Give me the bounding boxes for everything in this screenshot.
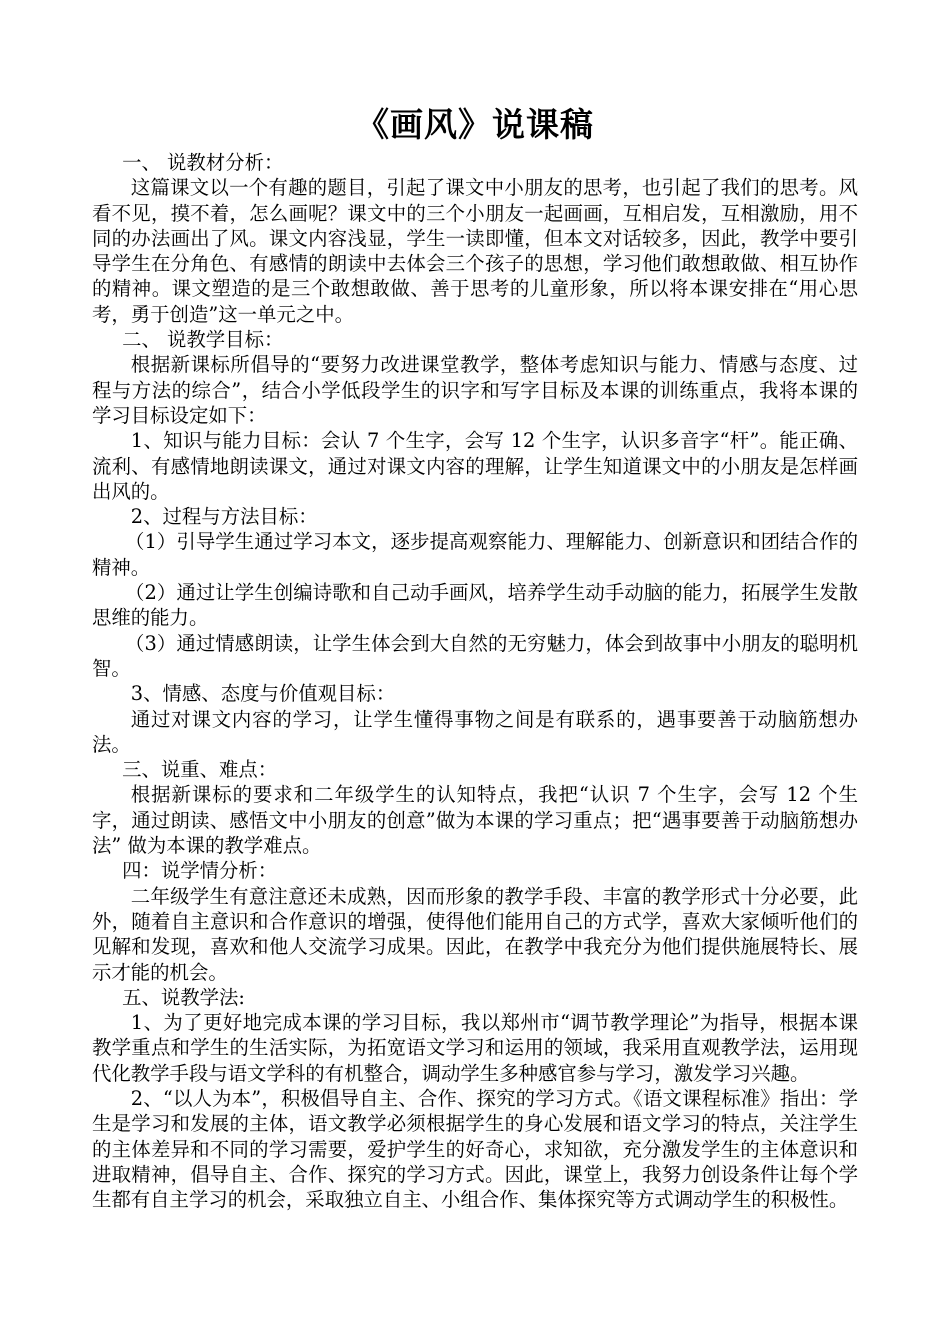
paragraph: 根据新课标所倡导的“要努力改进课堂教学，整体考虑知识与能力、情感与态度、过程与方法的综合”，结合小学低段学生的识字和写字目标及本课的训练重点，我将本课的学习目标设定如下： xyxy=(92,353,858,427)
paragraph: 通过对课文内容的学习，让学生懂得事物之间是有联系的，遇事要善于动脑筋想办法。 xyxy=(92,707,858,756)
paragraph: 3、情感、态度与价值观目标： xyxy=(130,682,396,706)
paragraph: 2、过程与方法目标： xyxy=(130,505,318,529)
paragraph: 1、为了更好地完成本课的学习目标，我以郑州市“调节教学理论”为指导，根据本课教学重点和学生的生活实际，为拓宽语文学习和运用的领域，我采用直观教学法，运用现代化教学手段与语文学科的有机整合，调动学生多种感官参与学习，激发学习兴趣。 xyxy=(92,1011,858,1085)
paragraph: 四：说学情分析： xyxy=(122,859,278,883)
paragraph: 2、“以人为本”，积极倡导自主、合作、探究的学习方式。《语文课程标准》指出：学生是学习和发展的主体，语文教学必须根据学生的身心发展和语文学习的特点，关注学生的主体差异和不同的学习需要，爱护学生的好奇心，求知欲，充分激发学生的主体意识和进取精神，倡导自主、合作、探究的学习方式。因此，课堂上，我努力创设条件让每个学生都有自主学习的机会，采取独立自主、小组合作、集体探究等方式调动学生的积极性。 xyxy=(92,1086,858,1212)
paragraph: 三、说重、难点： xyxy=(122,758,278,782)
document-page xyxy=(92,100,858,1212)
paragraph: 这篇课文以一个有趣的题目，引起了课文中小朋友的思考，也引起了我们的思考。风看不见，摸不着，怎么画呢？课文中的三个小朋友一起画画，互相启发，互相激励，用不同的办法画出了风。课文内容浅显，学生一读即懂，但本文对话较多，因此，教学中要引导学生在分角色、有感情的朗读中去体会三个孩子的思想，学习他们敢想敢做、相互协作的精神。课文塑造的是三个敢想敢做、善于思考的儿童形象，所以将本课安排在“用心思考，勇于创造”这一单元之中。 xyxy=(92,176,858,326)
paragraph: （2）通过让学生创编诗歌和自己动手画风，培养学生动手动脑的能力，拓展学生发散思维的能力。 xyxy=(92,581,858,630)
paragraph: 一、 说教材分析： xyxy=(122,151,284,174)
document-body xyxy=(92,150,858,1212)
paragraph: 五、说教学法: xyxy=(122,985,245,1009)
paragraph: （3）通过情感朗读，让学生体会到大自然的无穷魅力，体会到故事中小朋友的聪明机智。 xyxy=(92,631,858,680)
paragraph: 二、 说教学目标： xyxy=(122,328,284,352)
paragraph: 根据新课标的要求和二年级学生的认知特点，我把“认识 7 个生字，会写 12 个生字，通过朗读、感悟文中小朋友的创意”做为本课的学习重点；把“遇事要善于动脑筋想办法” 做为本课的教学难点。 xyxy=(92,783,858,858)
document-title: 《画风》说课稿 xyxy=(356,105,594,144)
paragraph: （1）引导学生通过学习本文，逐步提高观察能力、理解能力、创新意识和团结合作的精神。 xyxy=(92,530,858,579)
paragraph: 二年级学生有意注意还未成熟，因而形象的教学手段、丰富的教学形式十分必要，此外，随着自主意识和合作意识的增强，使得他们能用自己的方式学，喜欢大家倾听他们的见解和发现，喜欢和他人交流学习成果。因此，在教学中我充分为他们提供施展特长、展示才能的机会。 xyxy=(92,884,858,984)
paragraph: 1、知识与能力目标：会认 7 个生字，会写 12 个生字，认识多音字“杆”。能正确、流利、有感情地朗读课文，通过对课文内容的理解，让学生知道课文中的小朋友是怎样画出风的。 xyxy=(92,429,858,503)
